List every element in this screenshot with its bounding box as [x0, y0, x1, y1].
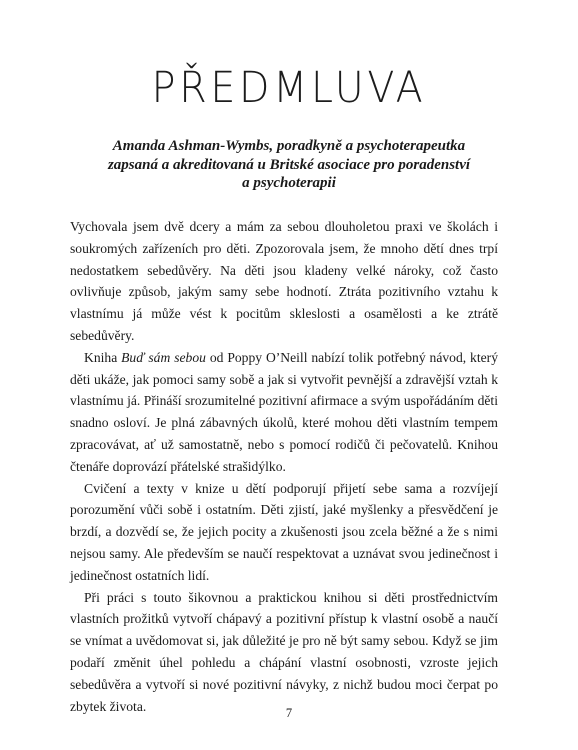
- byline-line-2: zapsaná a akreditovaná u Britské asociace pro poradenství: [107, 156, 471, 173]
- byline-line-3: a psychoterapii: [242, 175, 336, 191]
- foreword-body: [70, 216, 498, 717]
- paragraph-4: Při práci s touto šikovnou a praktickou knihou si děti prostřednictvím vlastních prožitků vytvoří chápavý a pozitivní přístup k vlastní osobě a naučí se vnímat a uvědomovat si, jak důležité je pro ně být samy sebou. Když se jim podaří změnit úhel pohledu a chápání vlastní osobnosti, vzroste jejich sebedůvěra a vytvoří si nové pozitivní návyky, z nichž budou moci čerpat po zbytek života.: [70, 589, 498, 714]
- paragraph-2-start: Kniha: [84, 349, 122, 365]
- chapter-title: PŘEDMLUVA: [151, 63, 427, 113]
- paragraph-3: Cvičení a texty v knize u dětí podporují přijetí sebe sama a rozvíjejí porozumění vůči sobě i ostatním. Děti zjistí, jaké myšlenky a přesvědčení je brzdí, a dozvědí se, že jejich pocity a zkušenosti jsou zcela běžné a že s nimi nejsou samy. Ale především se naučí respektovat a uznávat svou jedinečnost i jedinečnost ostatních lidí.: [70, 480, 498, 583]
- page-number: 7: [285, 706, 293, 720]
- paragraph-2: [70, 347, 498, 478]
- paragraph-2-rest: od Poppy O’Neill nabízí tolik potřebný návod, který děti ukáže, jak pomoci samy sobě a jak si vytvořit pevnější a zdravější vztah k vlastnímu já. Přináší srozumitelné pozitivní afirmace a svým uspořádáním děti snadno osloví. Je plná zábavných úkolů, které mohou děti vlastním tempem zpracovávat, ať už samostatně, nebo s pomocí rodičů či pečovatelů. Knihou čtenáře doprovází přátelské strašidýlko.: [70, 349, 498, 474]
- paragraph-1: Vychovala jsem dvě dcery a mám za sebou dlouholetou praxi ve školách i soukromých zařízeních pro děti. Zpozorovala jsem, že mnoho dětí dnes trpí nedostatkem sebedůvěry. Na děti jsou kladeny velké nároky, což často ovlivňuje způsob, jakým samy sebe hodnotí. Ztráta pozitivního vztahu k vlastnímu já může vést k pocitům skleslosti a osamělosti a ke ztrátě sebedůvěry.: [70, 219, 498, 343]
- byline-line-1: Amanda Ashman-Wymbs, poradkyně a psychoterapeutka: [112, 138, 466, 154]
- book-title-italic: Buď sám sebou: [121, 349, 206, 365]
- author-byline: [95, 137, 483, 193]
